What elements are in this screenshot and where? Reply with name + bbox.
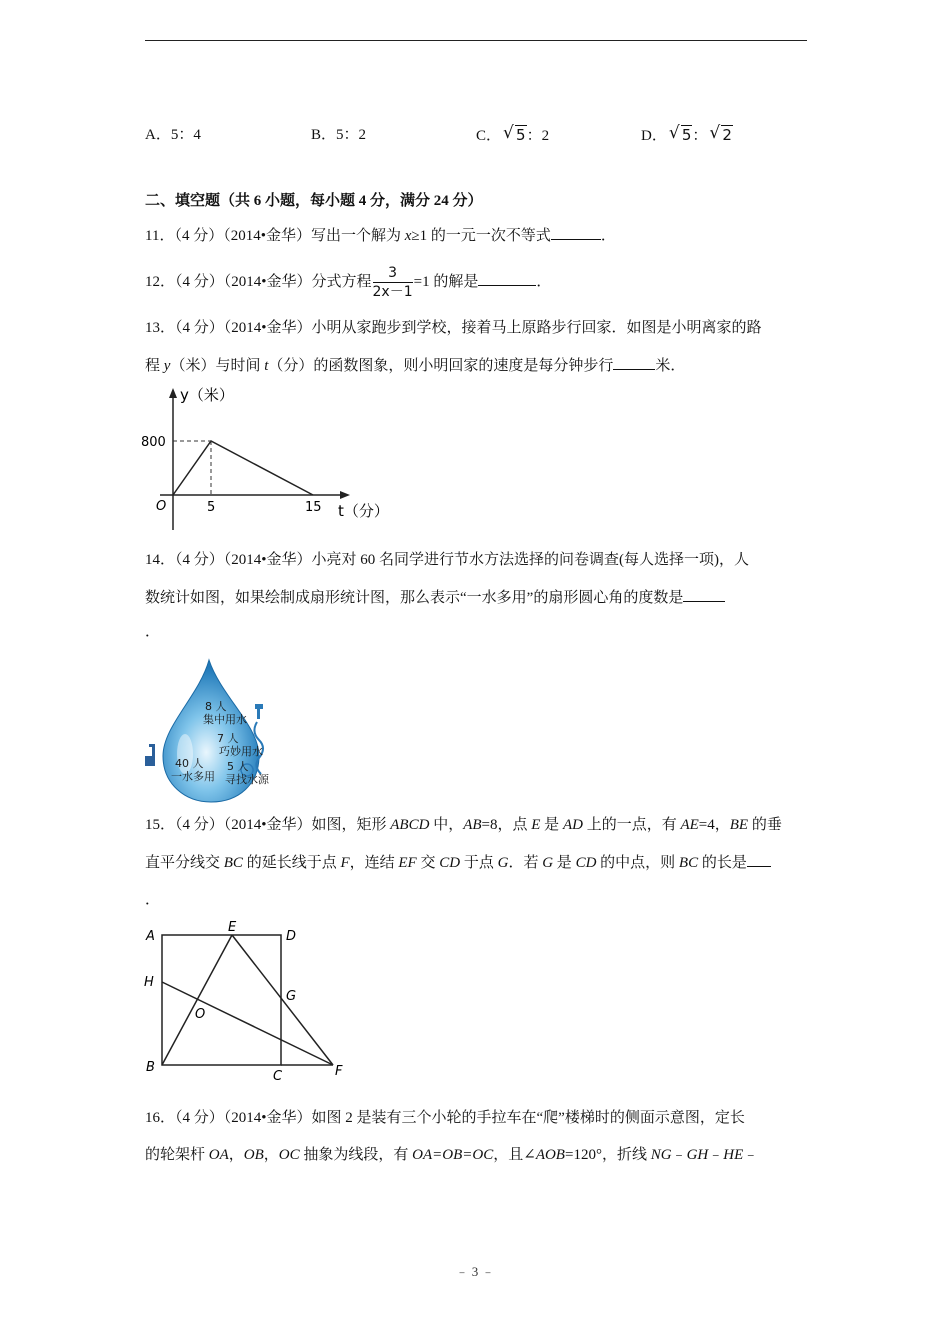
q16-text: =120°，折线 [564,1147,651,1163]
choice-c-label: C． [476,128,502,144]
q15-var: G [542,855,554,871]
choice-c [476,124,549,147]
q15-text: 交 [416,855,440,871]
question-11 [145,225,616,246]
answer-blank [683,587,725,602]
q15-text: 是 [540,817,563,833]
q15-var: BC [678,855,699,871]
point-o: O [195,1007,206,1022]
label-concentrated: 集中用水 [203,713,247,726]
q16-text: 抽象为线段，有 [299,1147,413,1163]
point-f: F [335,1064,343,1079]
question-12 [145,262,551,302]
fraction [373,264,413,301]
q14-line2 [145,587,725,608]
sqrt-symbol: √ 5 [668,123,692,144]
choice-d-sep: ： [692,128,708,144]
q15-text: 于点 [460,855,498,871]
rectangle-figure [140,916,360,1086]
q16-line2 [145,1145,758,1165]
q16-line1: 16．（4 分）（2014•金华）如图 2 是装有三个小轮的手拉车在“爬”楼梯时的侧面示意图，定长 [145,1110,745,1126]
choice-c-rest: ：2 [526,128,550,144]
q13-line1: 13．（4 分）（2014•金华）小明从家跑步到学校，接着马上原路步行回家．如图是小明离家的路 [145,320,762,336]
x-tick-5: 5 [207,500,216,515]
choice-b: B．5：2 [311,127,367,143]
q16-var: OA [208,1147,229,1163]
point-h: H [144,975,154,990]
q13-line2-a: 程 [145,358,164,374]
q16-var: OC [278,1147,300,1163]
q15-text: 的延长线于点 [242,855,341,871]
sqrt-symbol: √ 2 [709,123,732,144]
point-g: G [286,989,297,1004]
q16-var: OA=OB=OC [412,1147,494,1163]
count-find-source: 5 人 [227,760,249,773]
count-concentrated: 8 人 [205,700,227,713]
x-axis-label: t（分） [338,502,389,520]
answer-blank [613,355,655,370]
q15-text: 的长是 [698,855,747,871]
sqrt-symbol: √ 5 [503,123,526,144]
origin-label: O [156,499,167,514]
fraction-denominator: 2x－1 [372,284,413,301]
q16-var: GH [686,1147,709,1163]
q12-end: ． [536,274,552,290]
label-multi-use: 一水多用 [171,770,215,783]
page-number: ﹣ 3 ﹣ [455,1264,495,1279]
q16-var: HE [723,1147,744,1163]
q15-text: 是 [553,855,576,871]
count-multi-use: 40 人 [175,757,204,770]
q16-text: 的轮架杆 [145,1147,209,1163]
q15-var: F [340,855,350,871]
q15-var: BE [729,817,749,833]
choice-d-label: D． [641,128,667,144]
y-tick-800: 800 [141,435,166,450]
fraction-numerator: 3 [373,264,413,283]
q11-end: ． [600,228,616,244]
header-rule [145,40,807,41]
q15-text: ，连结 [349,855,399,871]
q15-text: 直平分线交 [145,855,224,871]
count-clever: 7 人 [217,732,239,745]
q16-var: AOB [535,1147,565,1163]
q16-var: NG [650,1147,672,1163]
q15-var: AE [680,817,699,833]
segment-ef [232,935,333,1065]
q11-ineq: ≥1 的一元一次不等式 [411,228,551,244]
x-tick-15: 15 [305,500,322,515]
q15-var: CD [439,855,461,871]
q15-line2 [145,852,771,873]
q13-line2-end: 米． [655,358,686,374]
choice-a: A．5：4 [145,127,201,143]
choice-d [641,124,733,147]
answer-blank [551,225,601,240]
q16-text: ， [228,1147,244,1163]
section-title: 二、填空题（共 6 小题，每小题 4 分，满分 24 分） [145,193,483,209]
q11-prefix: 11．（4 分）（2014•金华）写出一个解为 [145,228,405,244]
choice-c-radicand: 5 [516,126,526,144]
q16-text: ， [263,1147,279,1163]
q13-line2 [145,355,685,376]
point-a: A [146,929,155,944]
q15-line3: ． [145,892,161,908]
q15-text: =4， [698,817,730,833]
q16-text: ﹣ [708,1147,724,1163]
q15-text: ．若 [508,855,543,871]
q15-var: ABCD [390,817,430,833]
distance-time-graph [138,384,398,532]
q15-text: =8，点 [481,817,532,833]
q14-line1: 14．（4 分）（2014•金华）小亮对 60 名同学进行节水方法选择的问卷调查(每人选择一项)，人 [145,552,749,568]
q15-var: G [497,855,509,871]
point-e: E [228,920,237,935]
x-axis-arrow-icon [340,491,350,499]
q12-prefix: 12．（4 分）（2014•金华）分式方程 [145,274,372,290]
q15-var: CD [575,855,597,871]
y-axis-label: y（米） [180,386,234,404]
q15-var: EF [398,855,417,871]
choice-d-radicand1: 5 [681,126,692,144]
q16-var: OB [243,1147,264,1163]
q15-line1 [145,815,782,835]
y-axis-arrow-icon [169,388,177,398]
q16-text: ，且∠ [493,1147,536,1163]
q13-var-y: y [163,358,171,374]
q15-var: AB [463,817,482,833]
q13-var-t: t [264,358,269,374]
q14-line2-text: 数统计如图，如果绘制成扇形统计图，那么表示“一水多用”的扇形圆心角的度数是 [145,590,684,606]
answer-blank [478,271,536,286]
tap-left-icon [145,744,155,766]
label-clever: 巧妙用水 [219,745,263,758]
q15-var: BC [223,855,243,871]
q15-var: E [531,817,541,833]
q14-line3: ． [145,624,161,640]
q15-text: 的中点，则 [596,855,679,871]
segment-be [162,935,232,1065]
water-drop-figure [143,656,283,806]
segment-hf [162,982,333,1065]
q15-text: 的垂 [748,817,782,833]
q12-mid: =1 的解是 [413,274,479,290]
q16-text: ﹣ [743,1147,759,1163]
q15-var: AD [562,817,583,833]
point-c: C [273,1069,283,1084]
point-d: D [286,929,297,944]
q13-line2-c: （分）的函数图象，则小明回家的速度是每分钟步行 [268,358,614,374]
faucet-icon [255,704,263,719]
q16-text: ﹣ [671,1147,687,1163]
point-b: B [146,1060,155,1075]
q13-line2-b: （米）与时间 [170,358,265,374]
graph-line [173,441,313,495]
q15-text: 中， [429,817,464,833]
label-find-source: 寻找水源 [225,773,269,786]
q11-var: x [404,228,412,244]
q15-text: 15．（4 分）（2014•金华）如图，矩形 [145,817,391,833]
answer-blank [747,852,771,867]
q15-text: 上的一点，有 [582,817,681,833]
choice-d-radicand2: 2 [722,126,732,144]
